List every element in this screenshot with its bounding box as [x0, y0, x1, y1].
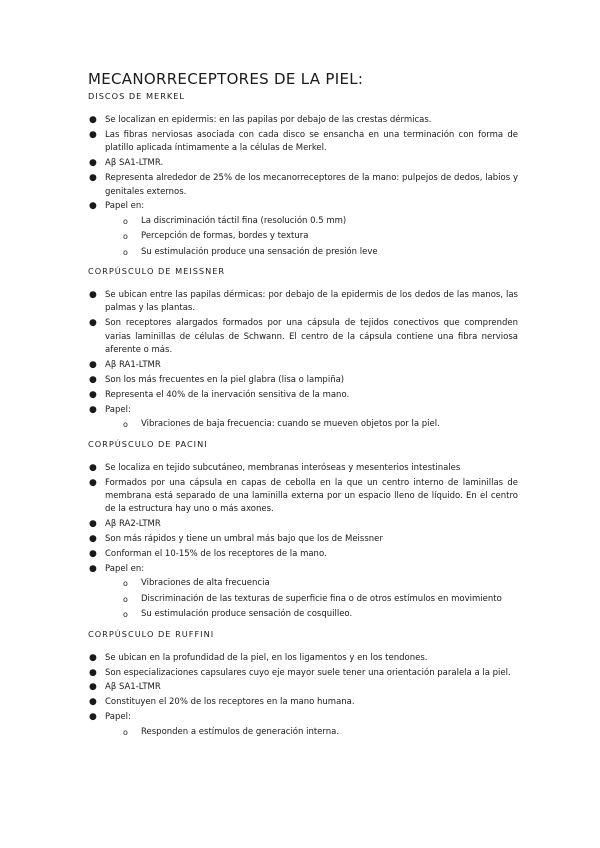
- list-item-text: Representa el 40% de la inervación sensitiva de la mano.: [105, 389, 350, 400]
- bullet-icon: ●: [89, 290, 97, 301]
- circle-bullet-icon: o: [123, 727, 128, 737]
- section-heading: CORPÚSCULO DE RUFFINI: [88, 628, 215, 639]
- list-item: [88, 518, 518, 531]
- list-item-text: Papel:: [105, 712, 131, 723]
- list-item-text: Constituyen el 20% de los receptores en la mano humana.: [105, 697, 355, 708]
- list-item: [88, 462, 518, 475]
- list-item: [88, 289, 518, 316]
- list-item-text: Se localizan en epidermis: en las papilas por debajo de las crestas dérmicas.: [105, 115, 432, 125]
- sub-list-item: [105, 726, 518, 739]
- bullet-icon: ●: [89, 519, 97, 530]
- sub-list-item: [105, 230, 518, 243]
- bullet-icon: ●: [89, 682, 97, 693]
- list-item: [88, 477, 518, 517]
- sub-list: [105, 215, 518, 259]
- circle-bullet-icon: o: [123, 216, 128, 226]
- document-title: MECANORRECEPTORES DE LA PIEL:: [88, 70, 364, 88]
- section-heading: CORPÚSCULO DE MEISSNER: [88, 266, 226, 277]
- list-item-text: Aβ SA1-LTMR: [105, 682, 161, 693]
- sub-list-item-text: Su estimulación produce sensación de cosquilleo.: [141, 609, 353, 620]
- bullet-icon: ●: [89, 477, 97, 488]
- bullet-icon: ●: [89, 375, 97, 385]
- bullet-icon: ●: [89, 462, 97, 473]
- bullet-icon: ●: [89, 360, 97, 371]
- sub-list-item: [105, 593, 518, 606]
- bullet-icon: ●: [89, 712, 97, 723]
- sub-list-item: [105, 246, 518, 259]
- list-item: [88, 389, 518, 402]
- list-item: [88, 548, 518, 561]
- list-item-text: Representa alrededor de 25% de los mecanorreceptores de la mano: pulpejos de dedos, labios y genitales externos.: [105, 173, 518, 197]
- bullet-icon: ●: [89, 158, 97, 169]
- list-item-text: Papel:: [105, 404, 131, 415]
- document-page: [88, 70, 518, 745]
- list-item: [88, 681, 518, 694]
- sub-list-item: [105, 577, 518, 590]
- sub-list-item-text: Vibraciones de baja frecuencia: cuando se mueven objetos por la piel.: [141, 419, 440, 430]
- list-item: [88, 172, 518, 199]
- list-item: [88, 711, 518, 739]
- sections-container: [88, 91, 518, 739]
- section-heading: CORPÚSCULO DE PACINI: [88, 438, 208, 449]
- sub-list: [105, 726, 518, 739]
- list-item: [88, 359, 518, 372]
- bullet-icon: ●: [89, 697, 97, 708]
- bullet-icon: ●: [89, 549, 97, 560]
- list-item-text: Son receptores alargados formados por una cápsula de tejidos conectivos que comprenden varias laminillas de células de Schwann. El centro de la cápsula contiene una fibra nerviosa aferente o más.: [105, 318, 518, 356]
- list-item-text: Formados por una cápsula en capas de cebolla en la que un centro interno de laminillas de membrana está separado de una laminilla externa por un espacio lleno de líquido. En el centro de la estructura hay uno o más axones.: [105, 477, 518, 515]
- list-item-text: Aβ RA1-LTMR: [105, 360, 161, 371]
- bullet-list: [88, 462, 518, 622]
- bullet-list: [88, 114, 518, 259]
- circle-bullet-icon: o: [123, 579, 128, 589]
- list-item: [88, 533, 518, 546]
- bullet-list: [88, 652, 518, 739]
- list-item-text: Se localiza en tejido subcutáneo, membranas interóseas y mesenterios intestinales: [105, 462, 461, 473]
- sub-list-item-text: Responden a estímulos de generación interna.: [141, 726, 340, 737]
- circle-bullet-icon: o: [123, 247, 128, 257]
- sub-list-item: [105, 215, 518, 228]
- list-item: [88, 563, 518, 622]
- list-item: [88, 374, 518, 387]
- list-item: [88, 404, 518, 432]
- list-item-text: Aβ RA2-LTMR: [105, 519, 161, 530]
- bullet-icon: ●: [89, 667, 97, 678]
- sub-list-item: [105, 608, 518, 621]
- bullet-icon: ●: [89, 115, 97, 125]
- list-item-text: Las fibras nerviosas asociada con cada disco se ensancha en una terminación con forma de platillo aplicada íntimamente a la células de Merkel.: [105, 129, 518, 154]
- list-item-text: Son más rápidos y tiene un umbral más bajo que los de Meissner: [105, 534, 383, 545]
- circle-bullet-icon: o: [123, 594, 128, 604]
- list-item: [88, 200, 518, 259]
- bullet-icon: ●: [89, 129, 97, 140]
- bullet-icon: ●: [89, 404, 97, 415]
- list-item-text: Conforman el 10-15% de los receptores de la mano.: [105, 549, 327, 560]
- section-heading: DISCOS DE MERKEL: [88, 91, 185, 101]
- list-item-text: Papel en:: [105, 563, 145, 574]
- list-item-text: Son los más frecuentes en la piel glabra (lisa o lampiña): [105, 375, 345, 385]
- circle-bullet-icon: o: [123, 232, 128, 242]
- circle-bullet-icon: o: [123, 610, 128, 620]
- bullet-icon: ●: [89, 201, 97, 212]
- list-item: [88, 652, 518, 665]
- sub-list: [105, 418, 518, 431]
- sub-list: [105, 577, 518, 621]
- list-item: [88, 317, 518, 357]
- bullet-icon: ●: [89, 173, 97, 184]
- list-item: [88, 667, 518, 680]
- list-item: [88, 696, 518, 709]
- sub-list-item-text: Discriminación de las texturas de superficie fina o de otros estímulos en movimiento: [141, 593, 502, 604]
- bullet-icon: ●: [89, 534, 97, 545]
- list-item-text: Son especializaciones capsulares cuyo eje mayor suele tener una orientación paralela a la piel.: [105, 667, 511, 678]
- bullet-icon: ●: [89, 652, 97, 663]
- list-item: [88, 129, 518, 156]
- list-item-text: Se ubican entre las papilas dérmicas: por debajo de la epidermis de los dedos de las manos, las palmas y las plantas.: [105, 290, 518, 314]
- sub-list-item-text: La discriminación táctil fina (resolución 0.5 mm): [141, 215, 347, 226]
- list-item-text: Papel en:: [105, 201, 145, 212]
- bullet-icon: ●: [89, 389, 97, 400]
- list-item: [88, 114, 518, 127]
- sub-list-item-text: Su estimulación produce una sensación de presión leve: [141, 246, 378, 257]
- list-item-text: Aβ SA1-LTMR.: [105, 158, 164, 169]
- list-item: [88, 157, 518, 170]
- bullet-icon: ●: [89, 318, 97, 329]
- sub-list-item: [105, 418, 518, 431]
- list-item-text: Se ubican en la profundidad de la piel, en los ligamentos y en los tendones.: [105, 652, 428, 663]
- bullet-list: [88, 289, 518, 432]
- sub-list-item-text: Percepción de formas, bordes y textura: [141, 231, 309, 242]
- sub-list-item-text: Vibraciones de alta frecuencia: [141, 578, 270, 589]
- circle-bullet-icon: o: [123, 420, 128, 430]
- bullet-icon: ●: [89, 563, 97, 574]
